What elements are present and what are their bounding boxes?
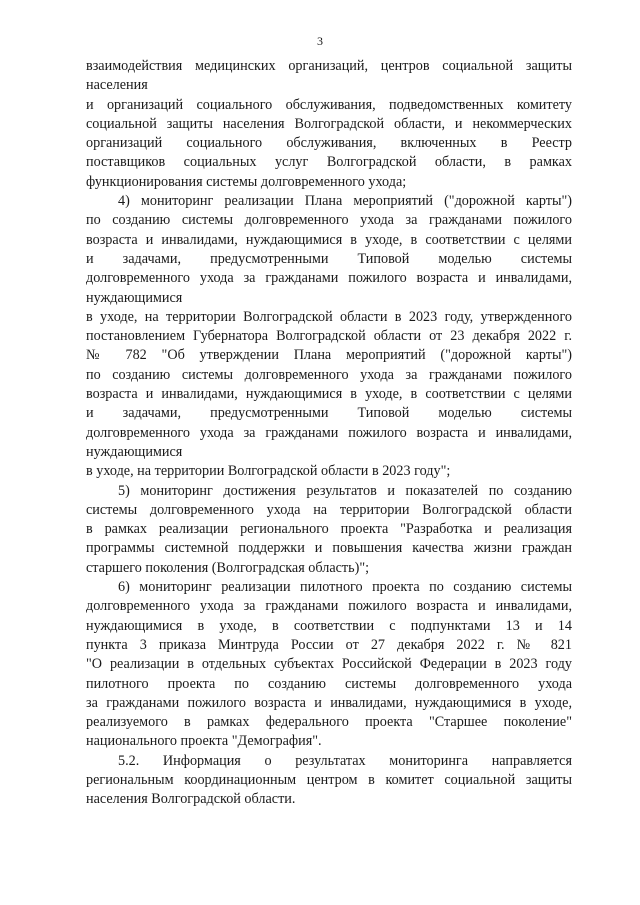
text-line: долговременного ухода за гражданами пожилого возраста и инвалидами, — [86, 270, 572, 287]
text-line: программы системной поддержки и повышения качества жизни граждан — [86, 540, 572, 557]
text-line: поставщиков социальных услуг Волгоградской области, в рамках — [86, 154, 572, 171]
text-line: нуждающимися в уходе, в соответствии с подпунктами 13 и 14 — [86, 617, 572, 634]
text-line: 5.2. Информация о результатах мониторинга направляется — [118, 752, 572, 769]
text-line: возраста и инвалидами, нуждающимися в уходе, в соответствии с целями — [86, 386, 572, 403]
text-line: по созданию системы долговременного ухода за гражданами пожилого — [86, 366, 572, 383]
text-line: организаций социального обслуживания, включенных в Реестр — [86, 135, 572, 152]
text-line: постановлением Губернатора Волгоградской области от 23 декабря 2022 г. — [86, 328, 572, 345]
text-line: реализуемого в рамках федерального проекта "Старшее поколение" — [86, 714, 572, 731]
text-line: пилотного проекта по созданию системы долговременного ухода — [86, 675, 572, 692]
text-line: и организаций социального обслуживания, подведомственных комитету — [86, 96, 572, 113]
text-line: в уходе, на территории Волгоградской области в 2023 году, утвержденного — [86, 308, 572, 325]
text-line: нуждающимися — [86, 289, 183, 306]
text-line: старшего поколения (Волгоградская область)"; — [86, 559, 370, 576]
text-line: функционирования системы долговременного ухода; — [86, 173, 407, 190]
text-line: пункта 3 приказа Минтруда России от 27 декабря 2022 г. № 821 — [86, 636, 572, 653]
text-line: населения Волгоградской области. — [86, 791, 296, 808]
text-line: возраста и инвалидами, нуждающимися в уходе, в соответствии с целями — [86, 231, 572, 248]
page-number: 3 — [317, 34, 323, 48]
document-body — [86, 57, 572, 810]
text-line: и задачами, предусмотренными Типовой моделью системы — [86, 250, 572, 267]
text-line: национального проекта "Демография". — [86, 733, 322, 750]
text-line: населения — [86, 77, 148, 94]
text-line: 6) мониторинг реализации пилотного проекта по созданию системы — [118, 579, 572, 596]
text-line: нуждающимися — [86, 443, 183, 460]
text-line: за гражданами пожилого возраста и инвалидами, нуждающимися в уходе, — [86, 694, 572, 711]
text-line: "О реализации в отдельных субъектах Российской Федерации в 2023 году — [86, 656, 572, 673]
text-line: региональным координационным центром в комитет социальной защиты — [86, 771, 572, 788]
text-line: и задачами, предусмотренными Типовой моделью системы — [86, 405, 572, 422]
text-line: долговременного ухода за гражданами пожилого возраста и инвалидами, — [86, 598, 572, 615]
text-line: социальной защиты населения Волгоградской области, и некоммерческих — [86, 115, 572, 132]
text-line: в уходе, на территории Волгоградской области в 2023 году"; — [86, 463, 451, 480]
text-line: долговременного ухода за гражданами пожилого возраста и инвалидами, — [86, 424, 572, 441]
text-line: 5) мониторинг достижения результатов и показателей по созданию — [118, 482, 572, 499]
text-line: системы долговременного ухода на территории Волгоградской области — [86, 501, 572, 518]
text-line: в рамках реализации регионального проекта "Разработка и реализация — [86, 521, 572, 538]
text-line: 4) мониторинг реализации Плана мероприятий ("дорожной карты") — [118, 193, 572, 210]
text-line: по созданию системы долговременного ухода за гражданами пожилого — [86, 212, 572, 229]
text-line: взаимодействия медицинских организаций, центров социальной защиты — [86, 58, 572, 74]
text-line: № 782 "Об утверждении Плана мероприятий ("дорожной карты") — [86, 347, 572, 364]
